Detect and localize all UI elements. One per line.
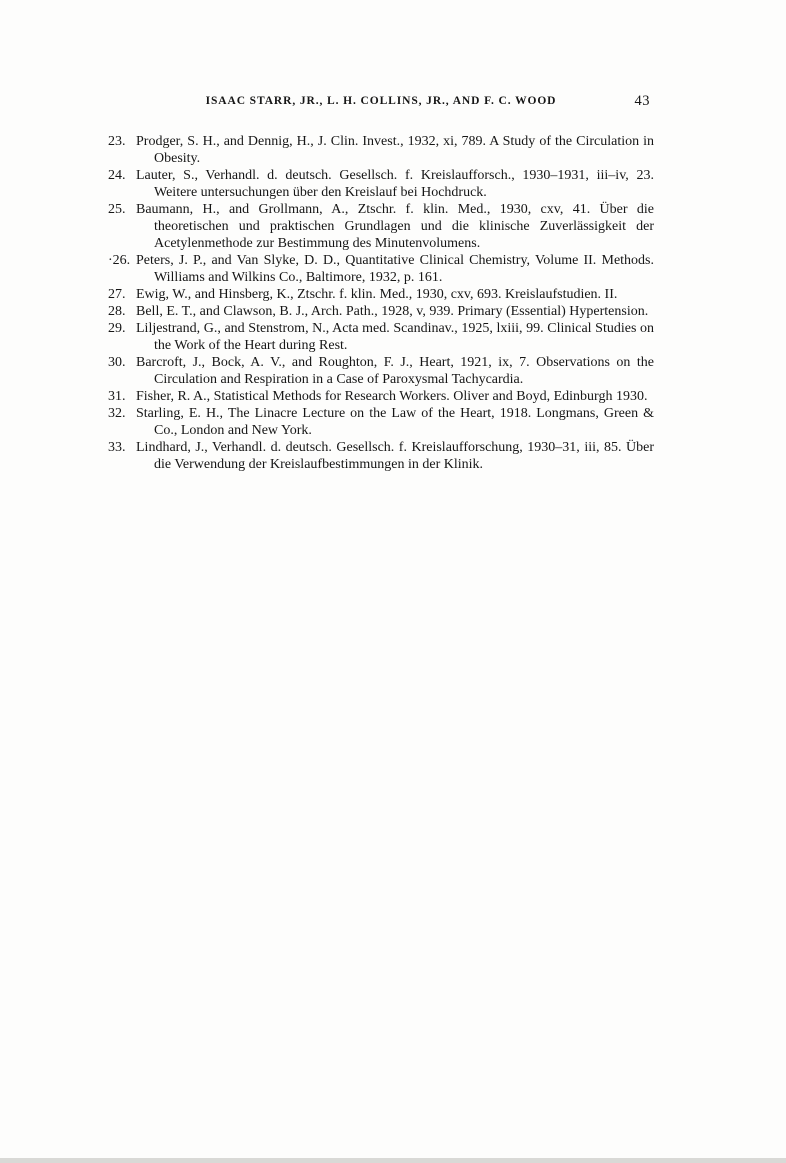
reference-item	[108, 201, 654, 252]
reference-number: 23.	[108, 134, 126, 149]
reference-item	[108, 320, 654, 354]
reference-item	[108, 303, 654, 320]
reference-item	[108, 439, 654, 473]
reference-number: 30.	[108, 355, 126, 370]
reference-item	[108, 133, 654, 167]
reference-text: Baumann, H., and Grollmann, A., Ztschr. f. klin. Med., 1930, cxv, 41. Über die theoretischen und praktischen Grundlagen und die klinische Zuverlässigkeit der Acetylenmethode zur Bestimmung des Minutenvolumens.	[136, 202, 654, 251]
reference-item	[108, 286, 654, 303]
reference-text: Peters, J. P., and Van Slyke, D. D., Quantitative Clinical Chemistry, Volume II. Methods. Williams and Wilkins Co., Baltimore, 1932, p. 161.	[136, 253, 654, 285]
reference-number: 25.	[108, 202, 126, 217]
reference-number: 24.	[108, 168, 126, 183]
reference-number: 31.	[108, 389, 126, 404]
reference-text: Barcroft, J., Bock, A. V., and Roughton, F. J., Heart, 1921, ix, 7. Observations on the Circulation and Respiration in a Case of Paroxysmal Tachycardia.	[136, 355, 654, 387]
reference-item	[108, 388, 654, 405]
reference-text: Prodger, S. H., and Dennig, H., J. Clin. Invest., 1932, xi, 789. A Study of the Circulation in Obesity.	[136, 134, 654, 166]
references-list	[108, 133, 654, 473]
reference-number: 28.	[108, 304, 126, 319]
reference-item	[108, 252, 654, 286]
reference-text: Starling, E. H., The Linacre Lecture on the Law of the Heart, 1918. Longmans, Green & Co., London and New York.	[136, 406, 654, 438]
reference-text: Lauter, S., Verhandl. d. deutsch. Gesellsch. f. Kreislaufforsch., 1930–1931, iii–iv, 23. Weitere untersuchungen über den Kreislauf bei Hochdruck.	[136, 168, 654, 200]
reference-number: 27.	[108, 287, 126, 302]
reference-number: 33.	[108, 440, 126, 455]
reference-number: 29.	[108, 321, 126, 336]
reference-text: Liljestrand, G., and Stenstrom, N., Acta med. Scandinav., 1925, lxiii, 99. Clinical Studies on the Work of the Heart during Rest.	[136, 321, 654, 353]
reference-text: Ewig, W., and Hinsberg, K., Ztschr. f. klin. Med., 1930, cxv, 693. Kreislaufstudien. II.	[136, 287, 618, 302]
reference-text: Lindhard, J., Verhandl. d. deutsch. Gesellsch. f. Kreislaufforschung, 1930–31, iii, 85. Über die Verwendung der Kreislaufbestimmungen in der Klinik.	[136, 440, 654, 472]
reference-text: Bell, E. T., and Clawson, B. J., Arch. Path., 1928, v, 939. Primary (Essential) Hypertension.	[136, 304, 649, 319]
reference-item	[108, 167, 654, 201]
page-header	[108, 95, 654, 113]
reference-text: Fisher, R. A., Statistical Methods for Research Workers. Oliver and Boyd, Edinburgh 1930.	[136, 389, 648, 404]
running-head-authors: ISAAC STARR, JR., L. H. COLLINS, JR., AND F. C. WOOD	[205, 95, 557, 107]
reference-number: ·26.	[108, 253, 131, 268]
page-number: 43	[634, 93, 650, 109]
reference-number: 32.	[108, 406, 126, 421]
reference-item	[108, 405, 654, 439]
reference-item	[108, 354, 654, 388]
scan-bottom-edge	[0, 1158, 786, 1163]
